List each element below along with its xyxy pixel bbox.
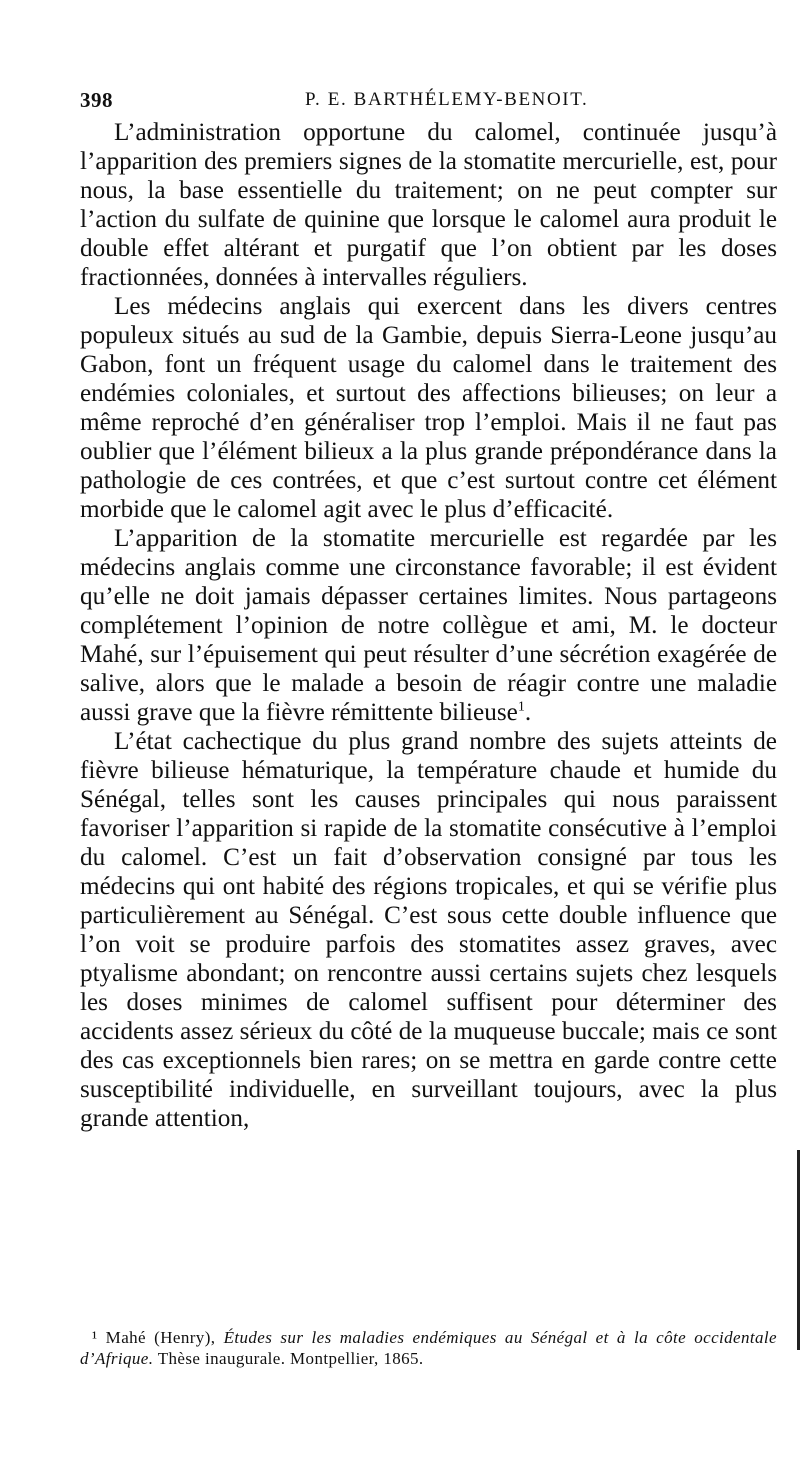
footnote-mark: ¹ bbox=[92, 1328, 98, 1347]
paragraph-text: L’état cachectique du plus grand nombre des sujets atteints de fièvre bilieuse hématurique, la température chaude et humide du Sénégal, telles sont les causes principales qui nous paraissent favoriser l’apparition si rapide de la stomatite consécutive à l’emploi du calomel. C’est un fait d’observation consigné par tous les médecins qui ont habité des régions tropicales, et qui se vérifie plus particulièrement au Sénégal. C’est sous cette double influence que l’on voit se produire parfois des stomatites assez graves, avec ptyalisme abondant; on rencontre aussi certains sujets chez lesquels les doses minimes de calomel suffisent pour déterminer des accidents assez sérieux du côté de la muqueuse buccale; mais ce sont des cas exceptionnels bien rares; on se mettra en garde contre cette susceptibilité individuelle, en surveillant toujours, avec la plus grande attention, bbox=[80, 728, 777, 1132]
paragraph-text: Les médecins anglais qui exercent dans les divers centres populeux situés au sud de la Gambie, depuis Sierra-Leone jusqu’au Gabon, font un fréquent usage du calomel dans le traitement des endémies coloniales, et surtout des affections bilieuses; on leur a même reproché d’en généraliser trop l’emploi. Mais il ne faut pas oublier que l’élément bilieux a la plus grande prépondérance dans la pathologie de ces contrées, et que c’est surtout contre cet élément morbide que le calomel agit avec le plus d’efficacité. bbox=[80, 293, 777, 523]
paragraph bbox=[80, 727, 777, 1133]
body-text bbox=[80, 118, 777, 1133]
footnote-author: Mahé (Henry), bbox=[105, 1328, 216, 1347]
footnote-details: Thèse inaugurale. Montpellier, 1865. bbox=[157, 1349, 424, 1368]
page-header bbox=[80, 88, 780, 118]
footnotes bbox=[80, 1327, 777, 1369]
page-number: 398 bbox=[80, 88, 113, 112]
footnote-reference[interactable]: 1 bbox=[517, 699, 525, 715]
paragraph bbox=[80, 292, 777, 524]
paragraph-text: L’apparition de la stomatite mercurielle est regardée par les médecins anglais comme une circonstance favorable; il est évident qu’elle ne doit jamais dépasser certaines limites. Nous partageons complétement l’opinion de notre collègue et ami, M. le docteur Mahé, sur l’épuisement qui peut résulter d’une sécrétion exagérée de salive, alors que le malade a besoin de réagir contre une maladie aussi grave que la fièvre rémittente bilieuse bbox=[80, 525, 777, 726]
footnote bbox=[80, 1327, 777, 1369]
paragraph bbox=[80, 118, 777, 292]
footnote-title: Études sur les maladies endémiques au Sénégal et à la côte occidentale d’Afrique. bbox=[80, 1328, 777, 1368]
running-head: P. E. BARTHÉLEMY-BENOIT. bbox=[305, 89, 589, 110]
paragraph: L’apparition de la stomatite mercurielle est regardée par les médecins anglais comme une circonstance favorable; il est évident qu’elle ne doit jamais dépasser certaines limites. Nous partageons complétement l’opinion de notre collègue et ami, M. le docteur Mahé, sur l’épuisement qui peut résulter d’une sécrétion exagérée de salive, alors que le malade a besoin de réagir contre une maladie aussi grave que la fièvre rémittente bilieuse$^1$. bbox=[80, 525, 777, 726]
paragraph-text: L’administration opportune du calomel, continuée jusqu’à l’apparition des premiers signes de la stomatite mercurielle, est, pour nous, la base essentielle du traitement; on ne peut compter sur l’action du sulfate de quinine que lorsque le calomel aura produit le double effet altérant et purgatif que l’on obtient par les doses fractionnées, données à intervalles réguliers. bbox=[80, 119, 777, 291]
